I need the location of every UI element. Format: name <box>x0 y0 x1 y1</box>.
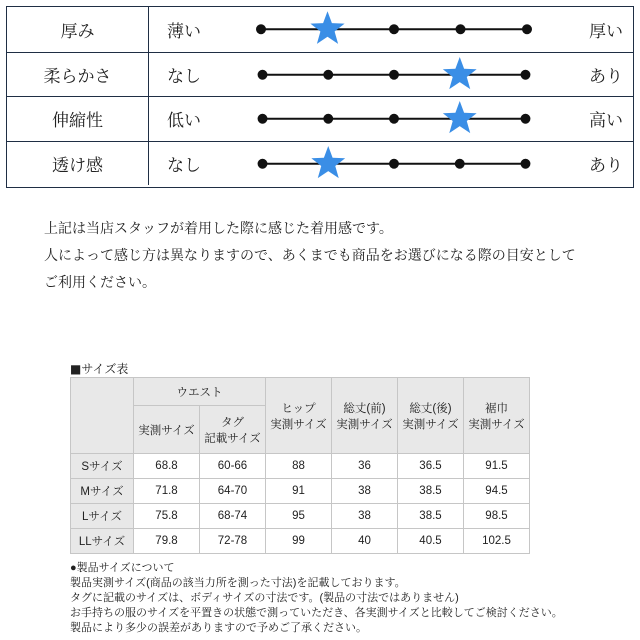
feel-low-label: 低い <box>167 111 201 132</box>
header-hem-line1: 裾巾 <box>485 402 508 415</box>
note-line: ご利用ください。 <box>44 275 156 291</box>
cell-back: 36.5 <box>398 454 464 479</box>
note-line: 人によって感じ方は異なりますので、あくまでも商品をお選びになる際の目安として <box>44 248 576 264</box>
size-row-s <box>71 454 530 479</box>
scale-dot <box>521 158 531 168</box>
header-front-line2: 実測サイズ <box>336 418 393 431</box>
feel-attribute-label: 透け感 <box>7 142 149 186</box>
scale-dot <box>456 24 466 34</box>
feel-row-sheerness <box>7 141 633 186</box>
size-label: Mサイズ <box>71 479 134 504</box>
feel-scale <box>253 97 535 141</box>
scale-dot <box>389 114 399 124</box>
cell-hem: 91.5 <box>464 454 530 479</box>
header-tag-line1: タグ <box>221 416 244 429</box>
header-front-line1: 総丈(前) <box>343 402 386 415</box>
cell-hem: 98.5 <box>464 504 530 529</box>
scale-dot <box>256 24 266 34</box>
cell-front: 38 <box>332 504 398 529</box>
cell-front: 36 <box>332 454 398 479</box>
header-waist-actual: 実測サイズ <box>134 406 200 454</box>
header-hem-width <box>464 378 530 454</box>
cell-back: 38.5 <box>398 504 464 529</box>
footnote-line: タグに記載のサイズは、ボディサイズの寸法です。(製品の寸法ではありません) <box>70 592 459 604</box>
size-header-blank <box>71 378 134 454</box>
size-label: Lサイズ <box>71 504 134 529</box>
scale-dot <box>389 69 399 79</box>
header-front-length <box>332 378 398 454</box>
cell-tag: 64-70 <box>200 479 266 504</box>
scale-dot <box>521 69 531 79</box>
scale-dot <box>258 114 268 124</box>
footnote-line: 製品により多少の誤差がありますので予めご了承ください。 <box>70 622 367 634</box>
cell-back: 40.5 <box>398 529 464 554</box>
note-line: 上記は当店スタッフが着用した際に感じた着用感です。 <box>44 221 393 237</box>
size-footnotes <box>70 561 563 636</box>
feel-low-label: 薄い <box>167 21 201 42</box>
wear-feel-table <box>6 6 634 188</box>
scale-dot <box>455 158 465 168</box>
cell-tag: 68-74 <box>200 504 266 529</box>
star-marker-icon <box>310 11 344 44</box>
cell-tag: 72-78 <box>200 529 266 554</box>
feel-scale <box>253 53 535 97</box>
header-tag-line2: 記載サイズ <box>204 432 261 445</box>
star-marker-icon <box>443 56 477 88</box>
header-back-length <box>398 378 464 454</box>
size-table-title: ■サイズ表 <box>70 362 129 376</box>
feel-low-label: なし <box>167 66 201 87</box>
footnote-line: 製品実測サイズ(商品の該当力所を測った寸法)を記載しております。 <box>70 577 406 589</box>
scale-dot <box>258 69 268 79</box>
header-hip-line2: 実測サイズ <box>270 418 327 431</box>
feel-row-thickness <box>7 7 633 52</box>
feel-row-softness <box>7 52 633 97</box>
star-marker-icon <box>443 101 477 133</box>
scale-dot <box>389 24 399 34</box>
feel-high-label: 高い <box>589 111 623 132</box>
cell-hip: 95 <box>266 504 332 529</box>
star-marker-icon <box>311 145 345 177</box>
cell-hem: 102.5 <box>464 529 530 554</box>
cell-front: 40 <box>332 529 398 554</box>
header-waist: ウエスト <box>134 378 266 406</box>
scale-dot <box>323 114 333 124</box>
cell-hip: 88 <box>266 454 332 479</box>
header-hem-line2: 実測サイズ <box>468 418 525 431</box>
cell-waist: 71.8 <box>134 479 200 504</box>
header-back-line2: 実測サイズ <box>402 418 459 431</box>
scale-dot <box>323 69 333 79</box>
cell-back: 38.5 <box>398 479 464 504</box>
scale-dot <box>389 158 399 168</box>
footnote-line: ●製品サイズについて <box>70 562 175 574</box>
cell-waist: 68.8 <box>134 454 200 479</box>
feel-low-label: なし <box>167 155 201 176</box>
header-hip <box>266 378 332 454</box>
feel-scale <box>253 142 535 186</box>
header-waist-tag <box>200 406 266 454</box>
scale-dot <box>522 24 532 34</box>
size-row-l <box>71 504 530 529</box>
cell-tag: 60-66 <box>200 454 266 479</box>
scale-dot <box>258 158 268 168</box>
feel-row-stretch <box>7 96 633 141</box>
feel-attribute-label: 厚み <box>7 7 149 52</box>
feel-attribute-label: 伸縮性 <box>7 97 149 141</box>
feel-high-label: あり <box>589 155 623 176</box>
feel-high-label: 厚い <box>589 21 623 42</box>
cell-waist: 79.8 <box>134 529 200 554</box>
cell-hip: 91 <box>266 479 332 504</box>
size-row-ll <box>71 529 530 554</box>
size-row-m <box>71 479 530 504</box>
feel-attribute-label: 柔らかさ <box>7 53 149 97</box>
footnote-line: お手持ちの服のサイズを平置きの状態で測っていただき、各実測サイズと比較してご検討ください。 <box>70 607 563 619</box>
wear-feel-notes <box>44 216 576 297</box>
header-back-line1: 総丈(後) <box>409 402 452 415</box>
cell-hem: 94.5 <box>464 479 530 504</box>
feel-high-label: あり <box>589 66 623 87</box>
size-label: LLサイズ <box>71 529 134 554</box>
header-hip-line1: ヒップ <box>281 402 316 415</box>
cell-front: 38 <box>332 479 398 504</box>
scale-dot <box>521 114 531 124</box>
size-label: Sサイズ <box>71 454 134 479</box>
size-table <box>70 377 530 554</box>
feel-scale <box>253 7 535 52</box>
cell-waist: 75.8 <box>134 504 200 529</box>
cell-hip: 99 <box>266 529 332 554</box>
